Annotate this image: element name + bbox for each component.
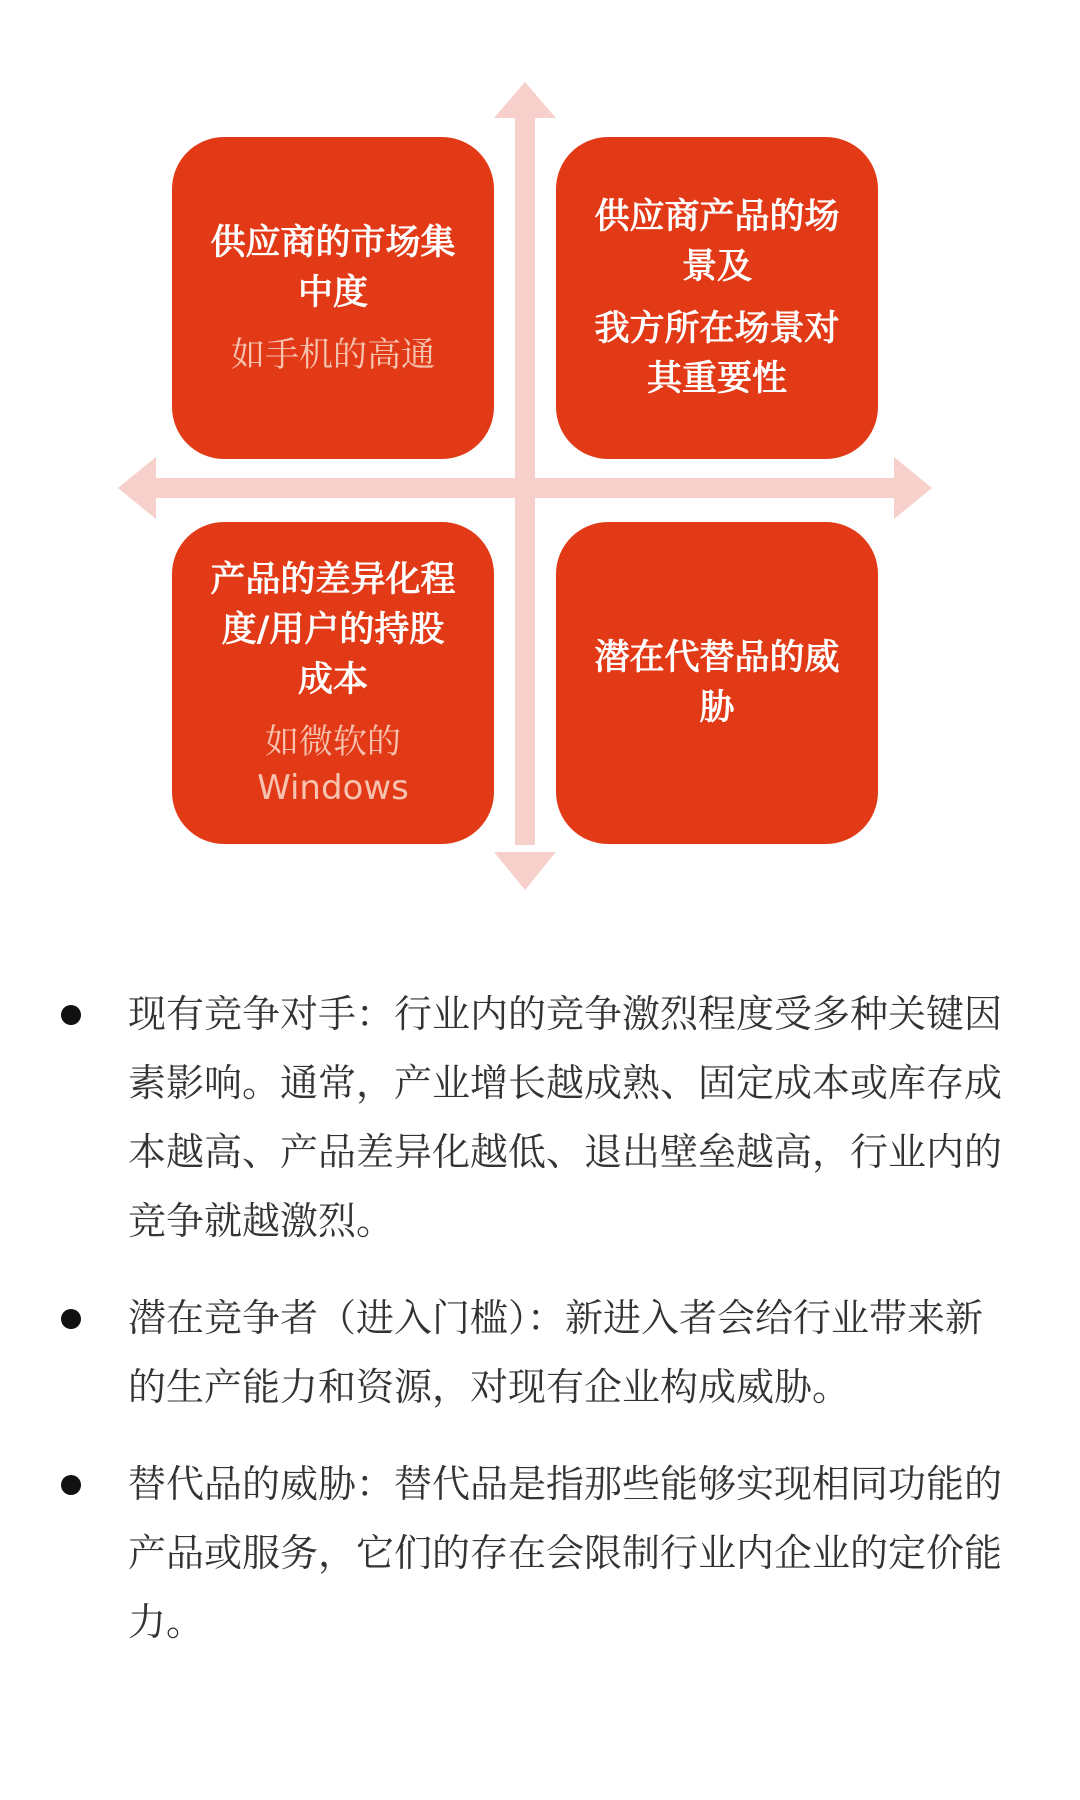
arrow-down-icon (494, 852, 556, 890)
list-item (0, 1450, 1080, 1657)
bullet-dot-icon (61, 1005, 81, 1025)
list-item (0, 1284, 1080, 1422)
quadrant-title: 产品的差异化程 度/用户的持股 成本 (210, 560, 456, 700)
quadrant-note: 如手机的高通 (231, 335, 435, 375)
bullet-text: 现有竞争对手：行业内的竞争激烈程度受多种关键因素影响。通常，产业增长越成熟、固定成本或库存成本越高、产品差异化越低、退出壁垒越高，行业内的竞争就越激烈。 (128, 992, 1003, 1243)
horizontal-axis (150, 478, 900, 498)
list-item (0, 980, 1080, 1256)
bullet-list (0, 980, 1080, 1685)
arrow-left-icon (118, 457, 156, 519)
arrow-right-icon (894, 457, 932, 519)
quadrant-title: 供应商产品的场 景及 (594, 197, 840, 287)
bullet-text: 潜在竞争者（进入门槛）：新进入者会给行业带来新的生产能力和资源，对现有企业构成威胁。 (128, 1296, 984, 1409)
bullet-dot-icon (61, 1309, 81, 1329)
bullet-text: 替代品的威胁：替代品是指那些能够实现相同功能的产品或服务，它们的存在会限制行业内企业的定价能力。 (128, 1462, 1003, 1644)
quadrant-title: 供应商的市场集 中度 (210, 223, 456, 313)
bullet-dot-icon (61, 1475, 81, 1495)
arrow-up-icon (494, 82, 556, 118)
quadrant-subtitle: 我方所在场景对 其重要性 (594, 309, 840, 399)
quadrant-top-right (556, 137, 878, 459)
quadrant-top-left (172, 137, 494, 459)
quadrant-bottom-left (172, 522, 494, 844)
quadrant-bottom-right (556, 522, 878, 844)
quadrant-note: 如微软的 Windows (257, 722, 409, 808)
quadrant-title: 潜在代替品的威 胁 (594, 638, 840, 728)
